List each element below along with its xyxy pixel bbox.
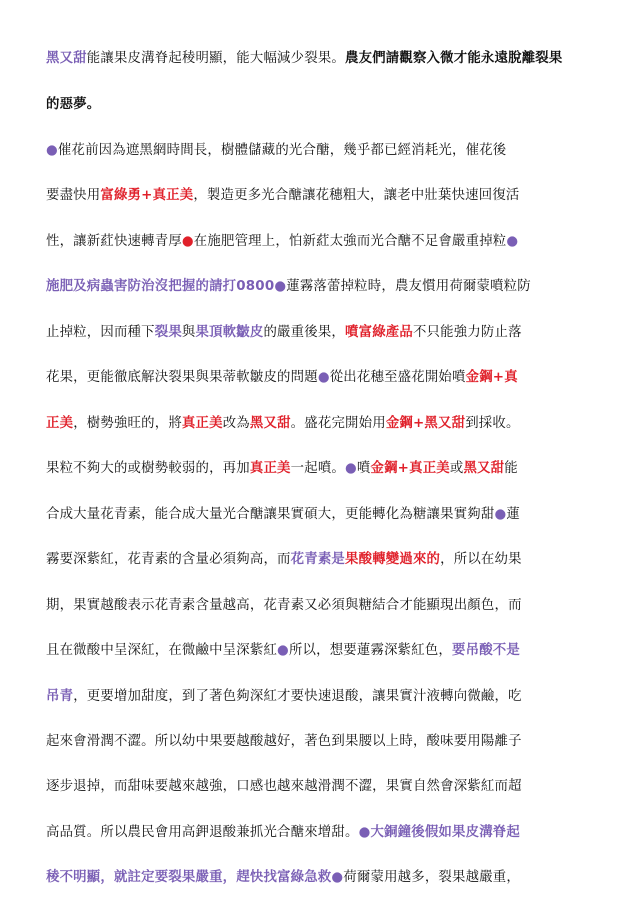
text-segment: 農友們請觀察入微才能永遠脫離裂果: [345, 51, 563, 66]
text-segment: 合成大量花青素，能合成大量光合醣讓果實碩大，更能轉化為糖讓果實夠甜: [46, 507, 495, 522]
text-line: [46, 868, 606, 888]
text-segment: 要盡快用: [46, 188, 101, 203]
text-line: [46, 687, 606, 707]
text-line: [46, 641, 606, 661]
bullet-icon: ●: [331, 870, 344, 885]
text-segment: 從出花穗至盛花開始噴: [329, 370, 466, 385]
text-segment: 能: [504, 461, 518, 476]
text-line: [46, 368, 606, 388]
text-line: [46, 49, 606, 69]
text-segment: 金鋼+真正美: [370, 461, 450, 476]
text-segment: 期，果實越酸表示花青素含量越高，花青素又必須與糖結合才能顯現出顏色，而: [46, 598, 522, 613]
text-segment: 果酸轉變過來的: [345, 552, 441, 567]
text-segment: 金鋼+黑又甜: [385, 416, 466, 431]
text-segment: 。盛花完開始用: [290, 416, 386, 431]
text-segment: 起來會滑潤不澀。所以幼中果要越酸越好，著色到果腰以上時，酸味要用陽離子: [46, 734, 522, 749]
bullet-icon: ●: [494, 507, 507, 522]
text-segment: ●大銅鐘後假如果皮溝脊起: [358, 825, 520, 840]
text-segment: 所以，想要蓮霧深紫紅色，: [288, 643, 453, 658]
bullet-icon: ●: [277, 643, 289, 658]
text-segment: 不只能強力防止落: [412, 325, 522, 340]
text-segment: 止掉粒，因而種下: [46, 325, 155, 340]
text-segment: 改為: [222, 416, 250, 431]
text-segment: 與: [181, 325, 196, 340]
text-segment: 施肥及病蟲害防治沒把握的請打0800: [46, 279, 275, 294]
text-segment: 真正美: [181, 416, 223, 431]
text-segment: 黑又甜: [46, 51, 87, 66]
bullet-icon: ●: [317, 370, 330, 385]
text-segment: 的惡夢。: [46, 97, 101, 112]
bullet-icon: ●: [274, 279, 287, 294]
text-segment: 花青素是: [290, 552, 346, 567]
text-segment: 荷爾蒙用越多，裂果越嚴重，: [343, 870, 520, 885]
text-segment: 要吊酸不是: [452, 643, 520, 658]
text-segment: 蓮: [506, 507, 520, 522]
text-line: [46, 323, 606, 343]
text-segment: 在施肥管理上，怕新葒太強而光合醣不足會嚴重掉粒: [193, 234, 507, 249]
text-segment: 霧要深紫紅，花青素的含量必須夠高，而: [46, 552, 291, 567]
text-segment: 果頂軟皺皮: [195, 325, 264, 340]
text-segment: 蓮霧落蕾掉粒時，農友慣用荷爾蒙噴粒防: [286, 279, 531, 294]
text-line: [46, 596, 606, 616]
text-segment: ，更要增加甜度，到了著色夠深紅才要快速退酸，讓果實汁液轉向微鹼，吃: [73, 689, 522, 704]
bullet-icon: ●: [181, 234, 194, 249]
text-segment: 黑又甜: [249, 416, 291, 431]
text-line: [46, 95, 606, 115]
text-line: [46, 277, 606, 297]
text-line: [46, 823, 606, 843]
text-segment: 逐步退掉，而甜味要越來越強，口感也越來越滑潤不澀，果實自然會深紫紅而超: [46, 779, 522, 794]
text-segment: 正美: [46, 416, 74, 431]
text-segment: 到採收。: [465, 416, 520, 431]
text-segment: ，所以在幼果: [440, 552, 522, 567]
bullet-icon: ●: [345, 461, 357, 476]
text-segment: 果粒不夠大的或樹勢較弱的，再加: [46, 461, 250, 476]
text-line: [46, 414, 606, 434]
bullet-icon: ●: [46, 143, 58, 158]
text-segment: 高品質。所以農民會用高鉀退酸兼抓光合醣來增甜。: [46, 825, 359, 840]
text-line: [46, 550, 606, 570]
text-segment: 真正美: [249, 461, 291, 476]
bullet-icon: ●: [506, 234, 519, 249]
text-segment: 花果，更能徹底解決裂果與果蒂軟皺皮的問題: [46, 370, 318, 385]
text-segment: 性，讓新葒快速轉青厚: [46, 234, 182, 249]
text-segment: 或: [449, 461, 464, 476]
text-line: [46, 232, 606, 252]
text-segment: 稜不明顯，就註定要裂果嚴重，趕快找富綠急救: [46, 870, 332, 885]
text-segment: ，樹勢強旺的，將: [73, 416, 182, 431]
text-line: [46, 505, 606, 525]
text-segment: 能讓果皮溝脊起稜明顯，能大幅減少裂果。: [86, 51, 346, 66]
text-line: [46, 459, 606, 479]
text-segment: 噴富綠產品: [345, 325, 413, 340]
text-segment: 吊青: [46, 689, 74, 704]
text-segment: 且在微酸中呈深紅，在微鹼中呈深紫紅: [46, 643, 278, 658]
text-line: [46, 141, 606, 161]
text-segment: 的嚴重後果，: [263, 325, 346, 340]
text-segment: ，製造更多光合醣讓花穗粗大，讓老中壯葉快速回復活: [193, 188, 520, 203]
text-segment: 噴: [356, 461, 371, 476]
text-segment: 一起噴。: [290, 461, 346, 476]
text-segment: 裂果: [154, 325, 182, 340]
text-segment: 富綠勇+真正美: [100, 188, 194, 203]
text-segment: 黑又甜: [463, 461, 505, 476]
text-line: [46, 186, 606, 206]
text-line: [46, 777, 606, 797]
text-segment: 催花前因為遮黑網時間長，樹體儲藏的光合醣，幾乎都已經消耗光，催花後: [57, 143, 507, 158]
text-line: [46, 732, 606, 752]
text-segment: 金鋼+真: [465, 370, 518, 385]
